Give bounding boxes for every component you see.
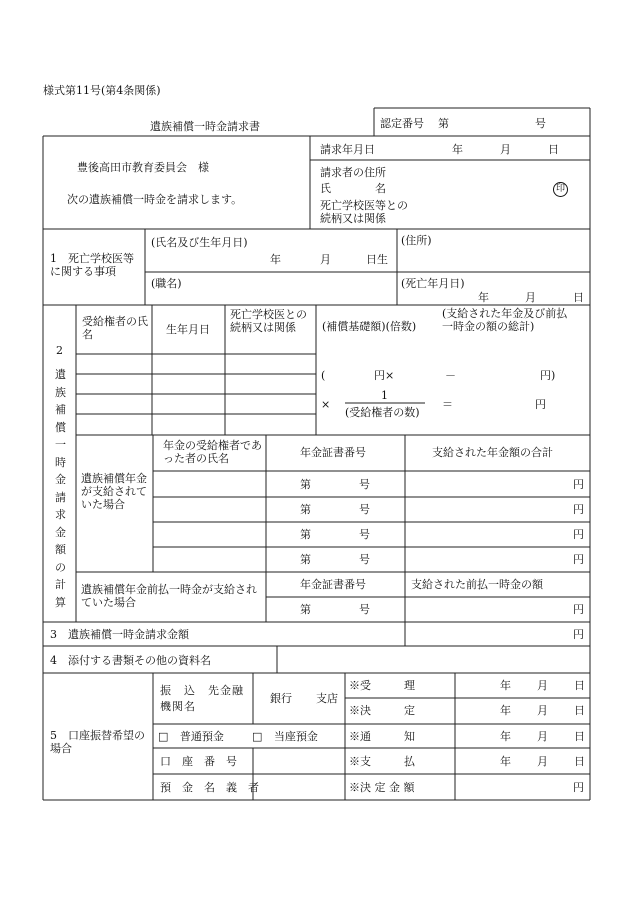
pension-row3-dai: 第 bbox=[300, 528, 311, 541]
calc-equals: ＝ bbox=[442, 398, 453, 411]
address-label: (住所) bbox=[401, 234, 432, 247]
transfer-institution-label: 振 込 先金融機関名 bbox=[160, 684, 244, 713]
decided-day: 日 bbox=[574, 704, 585, 717]
advance-case-label: 遺族補償年金前払一時金が支給されていた場合 bbox=[81, 583, 257, 609]
pension-row4-yen: 円 bbox=[573, 553, 584, 566]
advance-cert-header: 年金証書番号 bbox=[300, 578, 366, 591]
checkbox-icon[interactable]: □ bbox=[158, 730, 169, 743]
section1-label: 1 死亡学校医等に関する事項 bbox=[50, 252, 134, 278]
bank-label: 銀行 bbox=[270, 692, 292, 705]
pension-row3-yen: 円 bbox=[573, 528, 584, 541]
current-deposit-label: 当座預金 bbox=[273, 730, 318, 743]
notified-year: 年 bbox=[500, 730, 511, 743]
account-holder-label: 預 金 名 義 者 bbox=[160, 781, 259, 794]
form-title: 遺族補償一時金請求書 bbox=[150, 120, 260, 133]
claimant-name-label: 氏 名 bbox=[320, 182, 386, 195]
decided-amount-label: ※決 定 金 額 bbox=[349, 781, 415, 794]
pension-row2-go: 号 bbox=[359, 503, 370, 516]
request-statement: 次の遺族補償一時金を請求します。 bbox=[67, 193, 243, 206]
section5-label: 5 口座振替希望の場合 bbox=[50, 729, 145, 755]
account-number-label: 口 座 番 号 bbox=[160, 755, 237, 768]
section2-label: 遺族補償一時金請求金額の計算 bbox=[55, 368, 66, 609]
name-birth-label: (氏名及び生年月日) bbox=[151, 236, 248, 249]
birth-year[interactable]: 年 bbox=[270, 253, 281, 266]
birth-day[interactable]: 日生 bbox=[366, 253, 388, 266]
pension-row2-yen: 円 bbox=[573, 503, 584, 516]
request-date-day[interactable]: 日 bbox=[548, 143, 559, 156]
col-birth: 生年月日 bbox=[166, 323, 210, 336]
pension-total-header: 支給された年金額の合計 bbox=[432, 446, 553, 459]
request-date-month[interactable]: 月 bbox=[500, 143, 511, 156]
calc-yen-times: 円× bbox=[374, 369, 395, 382]
advance-total-header: 支給された前払一時金の額 bbox=[411, 578, 543, 591]
pension-row4-go: 号 bbox=[359, 553, 370, 566]
birth-month[interactable]: 月 bbox=[320, 253, 331, 266]
received-day: 日 bbox=[574, 679, 585, 692]
decided-month: 月 bbox=[537, 704, 548, 717]
seal-mark bbox=[553, 181, 568, 197]
decided-year: 年 bbox=[500, 704, 511, 717]
death-day[interactable]: 日 bbox=[573, 291, 584, 304]
calc-yen: 円 bbox=[535, 398, 546, 411]
pension-cert-header: 年金証書番号 bbox=[300, 446, 366, 459]
paid-year: 年 bbox=[500, 755, 511, 768]
claimant-address-label: 請求者の住所 bbox=[320, 166, 386, 179]
pension-row1-dai: 第 bbox=[300, 478, 311, 491]
cert-dai: 第 bbox=[438, 117, 449, 130]
paid-day: 日 bbox=[574, 755, 585, 768]
received-month: 月 bbox=[537, 679, 548, 692]
pension-row1-yen: 円 bbox=[573, 478, 584, 491]
relation-label: 死亡学校医等との続柄又は関係 bbox=[320, 199, 408, 225]
advance-dai: 第 bbox=[300, 603, 311, 616]
notified-label: ※通 知 bbox=[349, 730, 415, 743]
col-relation: 死亡学校医との続柄又は関係 bbox=[230, 308, 307, 334]
cert-go: 号 bbox=[535, 117, 546, 130]
calc-basic-label: (補償基礎額)(倍数) bbox=[322, 320, 417, 333]
pension-case-label: 遺族補償年金が支給されていた場合 bbox=[81, 472, 147, 511]
calc-yen-close: 円) bbox=[540, 369, 556, 382]
cert-number-label: 認定番号 bbox=[380, 117, 424, 130]
paid-label: ※支 払 bbox=[349, 755, 415, 768]
notified-month: 月 bbox=[537, 730, 548, 743]
advance-go: 号 bbox=[359, 603, 370, 616]
addressee: 豊後高田市教育委員会 様 bbox=[77, 161, 209, 174]
pension-row4-dai: 第 bbox=[300, 553, 311, 566]
calc-total-label: (支給された年金及び前払一時金の額の総計) bbox=[442, 307, 568, 333]
notified-day: 日 bbox=[574, 730, 585, 743]
pension-row1-go: 号 bbox=[359, 478, 370, 491]
calc-minus: － bbox=[445, 369, 456, 382]
pension-recipient-header: 年金の受給権者であった者の氏名 bbox=[163, 439, 262, 465]
death-month[interactable]: 月 bbox=[525, 291, 536, 304]
section3-yen: 円 bbox=[573, 628, 584, 641]
calc-denominator: (受給権者の数) bbox=[345, 406, 420, 419]
calc-numerator: 1 bbox=[381, 389, 388, 402]
section4-label: 4 添付する書類その他の資料名 bbox=[50, 654, 211, 667]
checkbox-icon[interactable]: □ bbox=[252, 730, 263, 743]
occupation-label: (職名) bbox=[151, 277, 182, 290]
section2-number: 2 bbox=[56, 344, 63, 357]
received-year: 年 bbox=[500, 679, 511, 692]
received-label: ※受 理 bbox=[349, 679, 415, 692]
calc-times: × bbox=[321, 398, 331, 411]
death-year[interactable]: 年 bbox=[478, 291, 489, 304]
pension-row3-go: 号 bbox=[359, 528, 370, 541]
pension-row2-dai: 第 bbox=[300, 503, 311, 516]
seal-icon: 印 bbox=[553, 182, 568, 197]
ordinary-deposit-option[interactable] bbox=[158, 730, 224, 743]
decided-label: ※決 定 bbox=[349, 704, 415, 717]
current-deposit-option[interactable] bbox=[252, 730, 318, 743]
ordinary-deposit-label: 普通預金 bbox=[179, 730, 224, 743]
request-date-label: 請求年月日 bbox=[320, 143, 375, 156]
death-date-label: (死亡年月日) bbox=[401, 277, 465, 290]
section3-label: 3 遺族補償一時金請求金額 bbox=[50, 628, 189, 641]
branch-label: 支店 bbox=[316, 692, 338, 705]
request-date-year[interactable]: 年 bbox=[452, 143, 463, 156]
decided-amount-yen: 円 bbox=[573, 781, 584, 794]
form-number: 様式第11号(第4条関係) bbox=[43, 84, 161, 97]
calc-open-paren: ( bbox=[321, 369, 326, 382]
paid-month: 月 bbox=[537, 755, 548, 768]
col-recipient: 受給権者の氏名 bbox=[82, 315, 148, 341]
advance-yen: 円 bbox=[573, 603, 584, 616]
